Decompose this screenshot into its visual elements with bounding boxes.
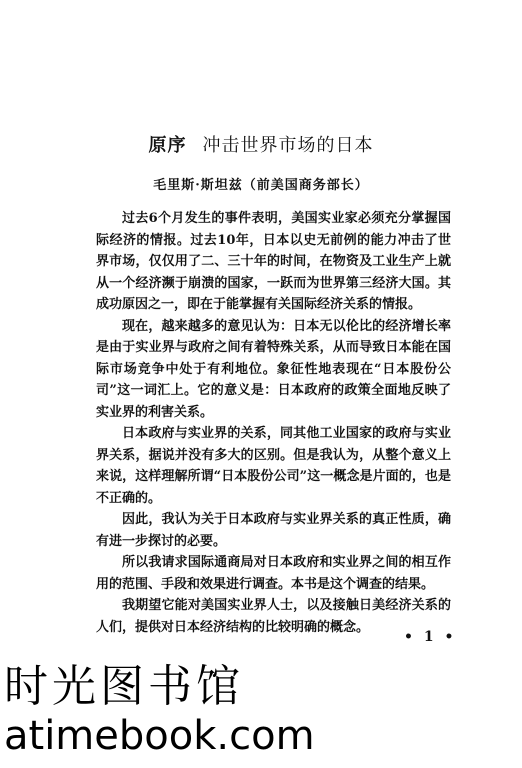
body-text [96, 208, 451, 638]
page-number: • 1 • [404, 629, 457, 645]
paragraph: 日本政府与实业界的关系，同其他工业国家的政府与实业界关系，据说并没有多大的区别。但是我认为，从整个意义上来说，这样理解所谓“日本股份公司”这一概念是片面的，也是不正确的。 [96, 426, 451, 506]
title-sub: 冲击世界市场的日本 [202, 135, 374, 156]
title-main: 原序 [148, 135, 187, 156]
page-title [0, 131, 522, 157]
paragraph: 现在，越来越多的意见认为：日本无以伦比的经济增长率是由于实业界与政府之间有着特殊关系，从而导致日本能在国际市场竞争中处于有利地位。象征性地表现在“日本股份公司”这一词汇上。它的意义是：日本政府的政策全面地反映了实业界的利害关系。 [96, 318, 451, 420]
author-line: 毛里斯·斯坦兹（前美国商务部长） [153, 178, 369, 193]
watermark-url: atimebook.com [4, 713, 315, 759]
watermark-cn: 时光图书馆 [4, 661, 244, 712]
paragraph: 过去6个月发生的事件表明，美国实业家必须充分掌握国际经济的情报。过去10年，日本以史无前例的能力冲击了世界市场，仅仅用了二、三十年的时间，在物资及工业生产上就从一个经济濒于崩溃的国家，一跃而为世界第三经济大国。其成功原因之一，即在于能掌握有关国际经济关系的情报。 [96, 211, 451, 312]
paragraph: 因此，我认为关于日本政府与实业界关系的真正性质，确有进一步探讨的必要。 [96, 512, 451, 549]
paragraph: 所以我请求国际通商局对日本政府和实业界之间的相互作用的范围、手段和效果进行调查。本书是这个调查的结果。 [96, 555, 451, 592]
paragraph: 我期望它能对美国实业界人士，以及接触日美经济关系的人们，提供对日本经济结构的比较明确的概念。 [96, 598, 451, 635]
